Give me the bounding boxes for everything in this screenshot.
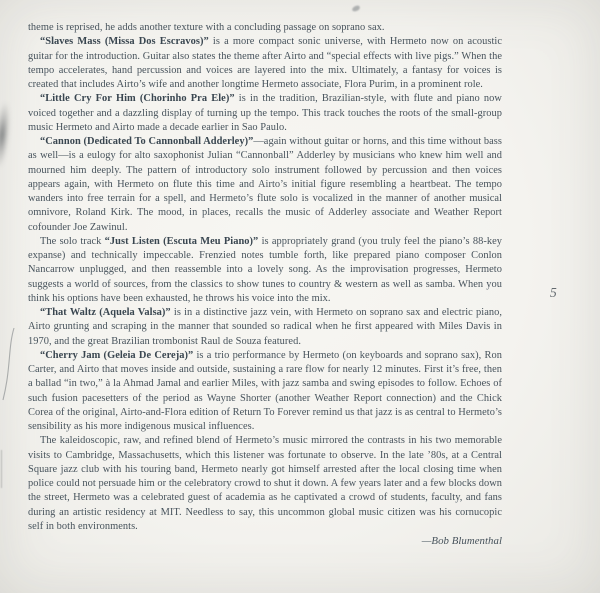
- paragraph: [28, 21, 502, 35]
- paragraph: [28, 349, 502, 435]
- paragraph: [28, 92, 502, 135]
- paragraph: [28, 35, 502, 92]
- body-text: The kaleidoscopic, raw, and refined blend of Hermeto’s music mirrored the contrasts in his two memorable visits to Cambridge, Massachusetts, which this listener was fortunate to observe. In the late ’80s, at a Central Square jazz club with his touring band, Hermeto nearly got himself arrested after the local closing time when police could not persuade him or the celebratory crowd to shut it down. A few years later and a few blocks down the street, Hermeto was a celebrated guest of academia as he captivated a crowd of students, faculty, and fans during an artistic residency at MIT. Needless to say, this uncommon global music citizen was his cornucopic self in both environments.: [28, 435, 502, 532]
- body-text: is a trio performance by Hermeto (on keyboards and soprano sax), Ron Carter, and Airto that moves inside and outside, sustaining a rare flow for nearly 12 minutes. First it’s free, then a ballad “in two,” à la Ahmad Jamal and earlier Miles, with jazz samba and swing episodes to follow. Echoes of such fusion pacesetters of the period as Wayne Shorter (another Weather Report connection) and the Chick Corea of the original, Airto-and-Flora edition of Return To Forever remind us that jazz is as central to Hermeto’s sensibility as his more indigenous musical influences.: [28, 349, 503, 432]
- body-text: The solo track: [40, 235, 105, 247]
- paragraphs-container: [28, 21, 502, 534]
- body-text: is appropriately grand (you truly feel the piano’s 88-key expanse) and technically impeccable. Frenzied notes tumble forth, like prepared piano composer Conlon Nancarrow unplugged, and then reassemble into a lovely song. As the improvisation progresses, Hermeto suggests a world of sources, from the classics to show tunes to country & western as well as samba. When you think his options have been exhausted, he throws his voice into the mix.: [28, 235, 502, 304]
- body-text: theme is reprised, he adds another texture with a concluding passage on soprano sax.: [28, 22, 385, 33]
- paragraph: [28, 135, 502, 235]
- liner-notes-text: [28, 21, 502, 548]
- scan-hairline-artifact: [0, 326, 18, 402]
- track-title: “Just Listen (Escuta Meu Piano)”: [104, 235, 259, 247]
- body-text: is in the tradition, Brazilian-style, with flute and piano now voiced together and a dazzling display of turning up the tempo. This track touches the roots of the small-group music Hermeto and Airto made a decade earlier in Sao Paulo.: [28, 93, 502, 133]
- scan-edge-line-artifact: [1, 450, 2, 488]
- track-title: “Slaves Mass (Missa Dos Escravos)”: [40, 36, 209, 48]
- track-title: “That Waltz (Aquela Valsa)”: [40, 307, 171, 318]
- body-text: —again without guitar or horns, and this time without bass as well—is a eulogy for alto saxophonist Julian “Cannonball” Adderley by musicians who knew him well and mourned him deeply. The pattern of introductory solo instrument followed by percussion and then voices appears again, with Hermeto on flute this time and Airto’s initial figure resembling a heartbeat. The tempo wanders into free terrain for a spell, and Hermeto’s flute solo is vocalized in the manner of another musical omnivore, Roland Kirk. The mood, in places, recalls the music of Adderley associate and Weather Report cofounder Joe Zawinul.: [28, 136, 502, 233]
- page-number: 5: [550, 285, 557, 300]
- scan-speck-artifact: [351, 5, 360, 12]
- author-signature: —Bob Blumenthal: [421, 535, 502, 547]
- track-title: “Cherry Jam (Geleia De Cereja)”: [40, 349, 194, 361]
- paragraph: [28, 434, 502, 534]
- track-title: “Little Cry For Him (Chorinho Pra Ele)”: [40, 93, 235, 105]
- paragraph: [28, 306, 502, 349]
- scan-smudge-artifact: [0, 100, 13, 169]
- body-text: is in a distinctive jazz vein, with Hermeto on soprano sax and electric piano, Airto grunting and scraping in the manner that sounded so radical when he first appeared with Miles Davis in 1970, and the great Brazilian trombonist Raul de Souza featured.: [28, 307, 502, 347]
- paragraph: [28, 235, 502, 306]
- body-text: is a more compact sonic universe, with Hermeto now on acoustic guitar for the introduction. Guitar also states the theme after Airto and “special effects with live pigs.” When the tempo accelerates, hand percussion and voices are layered into the mix. Ultimately, a fantasy for voices is created that includes Airto’s wife and another longtime Hermeto associate, Flora Purim, in a prominent role.: [28, 36, 502, 90]
- track-title: “Cannon (Dedicated To Cannonball Adderley)”: [40, 136, 254, 147]
